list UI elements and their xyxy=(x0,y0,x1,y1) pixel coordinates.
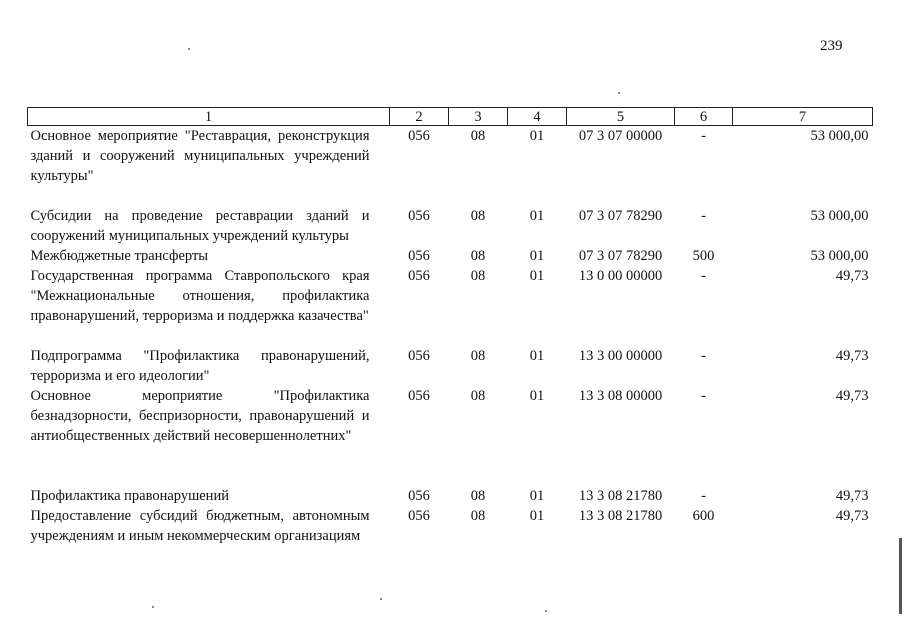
row-section: 08 xyxy=(470,268,486,284)
row-amount: 49,73 xyxy=(835,508,869,524)
row-target-code: 13 3 08 00000 xyxy=(578,388,663,404)
row-target-code: 07 3 07 78290 xyxy=(578,208,663,224)
row-subsection: 01 xyxy=(529,348,545,364)
table-row xyxy=(28,266,873,346)
row-target-code: 13 3 08 21780 xyxy=(578,508,663,524)
col-header-4: 4 xyxy=(508,108,567,126)
row-subsection: 01 xyxy=(529,128,545,144)
row-expense-type: 600 xyxy=(692,508,715,524)
table-row xyxy=(28,346,873,386)
row-subsection: 01 xyxy=(529,508,545,524)
row-subsection: 01 xyxy=(529,488,545,504)
row-name: Основное мероприятие "Реставрация, реконструкция зданий и сооружений муниципальных учреждений культуры" xyxy=(30,128,370,184)
row-admin-code: 056 xyxy=(408,268,430,284)
scan-edge-mark xyxy=(899,538,902,614)
table-row xyxy=(28,246,873,266)
row-expense-type: - xyxy=(701,388,706,404)
table-row xyxy=(28,486,873,506)
row-section: 08 xyxy=(470,248,486,264)
row-admin-code: 056 xyxy=(408,248,430,264)
row-name: Субсидии на проведение реставрации зданий и сооружений муниципальных учреждений культуры xyxy=(30,208,370,244)
row-amount: 49,73 xyxy=(835,348,869,364)
row-name: Профилактика правонарушений xyxy=(30,488,229,504)
scan-speck xyxy=(545,610,547,612)
row-subsection: 01 xyxy=(529,268,545,284)
row-target-code: 07 3 07 78290 xyxy=(578,248,663,264)
row-admin-code: 056 xyxy=(408,348,430,364)
row-expense-type: - xyxy=(701,128,706,144)
col-header-2: 2 xyxy=(390,108,449,126)
scan-speck xyxy=(152,606,154,608)
table-row xyxy=(28,206,873,246)
row-expense-type: - xyxy=(701,208,706,224)
row-subsection: 01 xyxy=(529,248,545,264)
row-section: 08 xyxy=(470,348,486,364)
col-header-3: 3 xyxy=(449,108,508,126)
table-header-row xyxy=(28,108,873,126)
scan-speck xyxy=(188,48,190,50)
row-expense-type: 500 xyxy=(692,248,715,264)
row-subsection: 01 xyxy=(529,208,545,224)
row-expense-type: - xyxy=(701,268,706,284)
budget-table xyxy=(27,107,873,546)
row-admin-code: 056 xyxy=(408,488,430,504)
row-admin-code: 056 xyxy=(408,508,430,524)
row-name: Основное мероприятие "Профилактика безнадзорности, беспризорности, правонарушений и антиобщественных действий несовершеннолетних" xyxy=(30,388,370,444)
page-number: 239 xyxy=(820,38,843,54)
row-section: 08 xyxy=(470,508,486,524)
table-row xyxy=(28,386,873,486)
row-name: Предоставление субсидий бюджетным, автономным учреждениям и иным некоммерческим организациям xyxy=(30,508,370,544)
row-section: 08 xyxy=(470,488,486,504)
col-header-1: 1 xyxy=(28,108,390,126)
row-admin-code: 056 xyxy=(408,388,430,404)
row-name: Государственная программа Ставропольского края "Межнациональные отношения, профилактика правонарушений, терроризма и поддержка казачества" xyxy=(30,268,370,324)
scan-speck xyxy=(618,92,620,94)
row-amount: 53 000,00 xyxy=(810,208,869,224)
row-section: 08 xyxy=(470,128,486,144)
row-subsection: 01 xyxy=(529,388,545,404)
row-section: 08 xyxy=(470,208,486,224)
row-expense-type: - xyxy=(701,348,706,364)
row-expense-type: - xyxy=(701,488,706,504)
row-amount: 49,73 xyxy=(835,488,869,504)
row-target-code: 07 3 07 00000 xyxy=(578,128,663,144)
col-header-5: 5 xyxy=(567,108,675,126)
row-admin-code: 056 xyxy=(408,128,430,144)
row-name: Межбюджетные трансферты xyxy=(30,248,209,264)
row-amount: 53 000,00 xyxy=(810,248,869,264)
table-row xyxy=(28,506,873,546)
row-name: Подпрограмма "Профилактика правонарушений, терроризма и его идеологии" xyxy=(30,348,370,384)
col-header-6: 6 xyxy=(675,108,733,126)
row-amount: 49,73 xyxy=(835,388,869,404)
scan-speck xyxy=(380,598,382,600)
row-amount: 49,73 xyxy=(835,268,869,284)
row-target-code: 13 3 08 21780 xyxy=(578,488,663,504)
row-target-code: 13 3 00 00000 xyxy=(578,348,663,364)
table-row xyxy=(28,126,873,207)
row-amount: 53 000,00 xyxy=(810,128,869,144)
row-target-code: 13 0 00 00000 xyxy=(578,268,663,284)
col-header-7: 7 xyxy=(733,108,873,126)
row-admin-code: 056 xyxy=(408,208,430,224)
row-section: 08 xyxy=(470,388,486,404)
